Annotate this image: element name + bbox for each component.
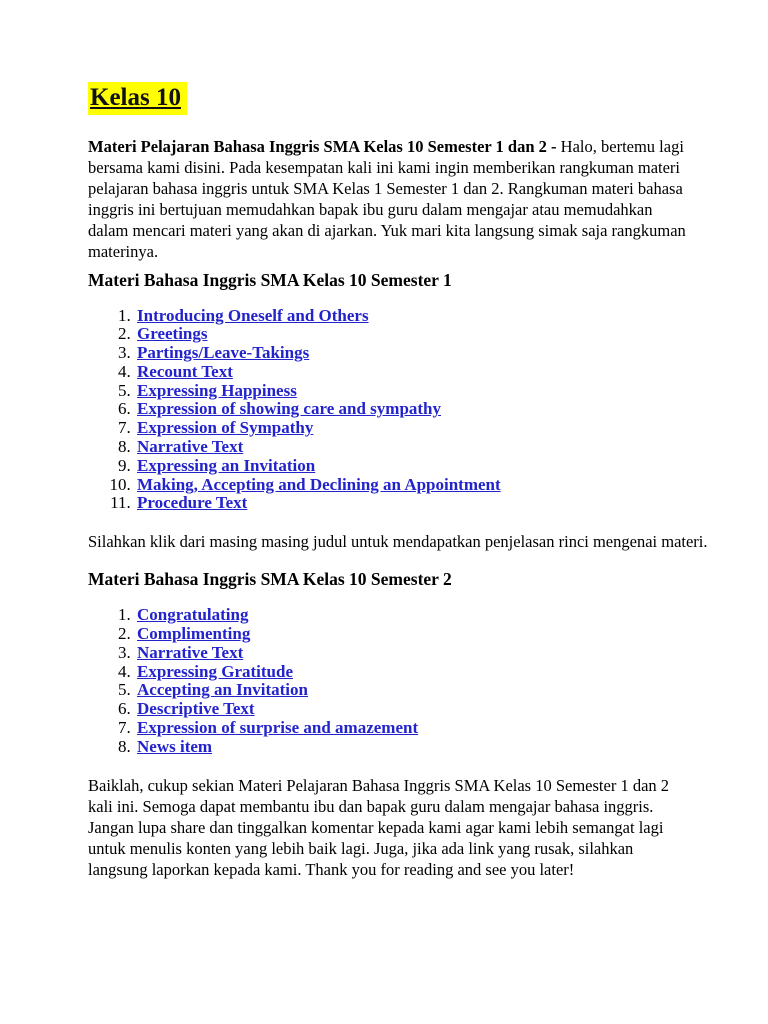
semester2-list	[88, 606, 688, 756]
material-link[interactable]: Descriptive Text	[137, 699, 255, 719]
material-link[interactable]: Expression of surprise and amazement	[137, 718, 419, 738]
list-item	[135, 476, 688, 495]
list-item	[135, 663, 688, 682]
material-link[interactable]: Expressing Gratitude	[137, 661, 294, 681]
list-item	[135, 400, 688, 419]
material-link[interactable]: Congratulating	[137, 605, 249, 625]
list-item	[135, 738, 688, 757]
semester1-heading: Materi Bahasa Inggris SMA Kelas 10 Semester 1	[88, 269, 452, 290]
closing-paragraph: Baiklah, cukup sekian Materi Pelajaran Bahasa Inggris SMA Kelas 10 Semester 1 dan 2 kali ini. Semoga dapat membantu ibu dan bapak guru dalam mengajar bahasa inggris. Jangan lupa share dan tinggalkan komentar kepada kami agar kami lebih semangat lagi untuk menulis konten yang lebih baik lagi. Juga, jika ada link yang rusak, silahkan langsung laporkan kepada kami. Thank you for reading and see you later!	[88, 775, 670, 879]
list-item	[135, 363, 688, 382]
list-item	[135, 644, 688, 663]
list-item	[135, 719, 688, 738]
material-link[interactable]: Recount Text	[137, 361, 233, 381]
material-link[interactable]: Expressing an Invitation	[137, 455, 316, 475]
list-item	[135, 494, 688, 513]
intro-lead-text: Materi Pelajaran Bahasa Inggris SMA Kelas 10 Semester 1 dan 2 -	[88, 136, 561, 156]
list-item	[135, 681, 688, 700]
material-link[interactable]: Expressing Happiness	[137, 380, 297, 400]
material-link[interactable]: Partings/Leave-Takings	[137, 343, 310, 363]
page-title-highlight: Kelas 10	[88, 82, 187, 115]
semester2-heading: Materi Bahasa Inggris SMA Kelas 10 Semester 2	[88, 569, 452, 590]
material-link[interactable]: Narrative Text	[137, 642, 244, 662]
note-paragraph: Silahkan klik dari masing masing judul untuk mendapatkan penjelasan rinci mengenai materi.	[88, 532, 708, 552]
semester1-list	[88, 307, 688, 514]
material-link[interactable]: Introducing Oneself and Others	[137, 305, 369, 325]
list-item	[135, 419, 688, 438]
list-item	[135, 382, 688, 401]
material-link[interactable]: Expression of showing care and sympathy	[137, 399, 442, 419]
list-item	[135, 344, 688, 363]
list-item	[135, 438, 688, 457]
material-link[interactable]: News item	[137, 736, 213, 756]
intro-body-text: Halo, bertemu lagi bersama kami disini. Pada kesempatan kali ini kami ingin memberikan rangkuman materi pelajaran bahasa inggris untuk SMA Kelas 1 Semester 1 dan 2. Rangkuman materi bahasa inggris ini bertujuan memudahkan bapak ibu guru dalam mengajar atau memudahkan dalam mencari materi yang akan di ajarkan. Yuk mari kita langsung simak saja rangkuman materinya.	[88, 136, 686, 261]
list-item	[135, 606, 688, 625]
list-item	[135, 307, 688, 326]
material-link[interactable]: Expression of Sympathy	[137, 418, 314, 438]
list-item	[135, 457, 688, 476]
page-title	[88, 84, 688, 112]
list-item	[135, 325, 688, 344]
list-item	[135, 700, 688, 719]
material-link[interactable]: Accepting an Invitation	[137, 680, 308, 700]
material-link[interactable]: Procedure Text	[137, 493, 248, 513]
material-link[interactable]: Making, Accepting and Declining an Appointment	[137, 474, 501, 494]
material-link[interactable]: Narrative Text	[137, 437, 244, 457]
material-link[interactable]: Greetings	[137, 324, 208, 344]
intro-paragraph	[88, 136, 688, 262]
material-link[interactable]: Complimenting	[137, 624, 251, 644]
list-item	[135, 625, 688, 644]
